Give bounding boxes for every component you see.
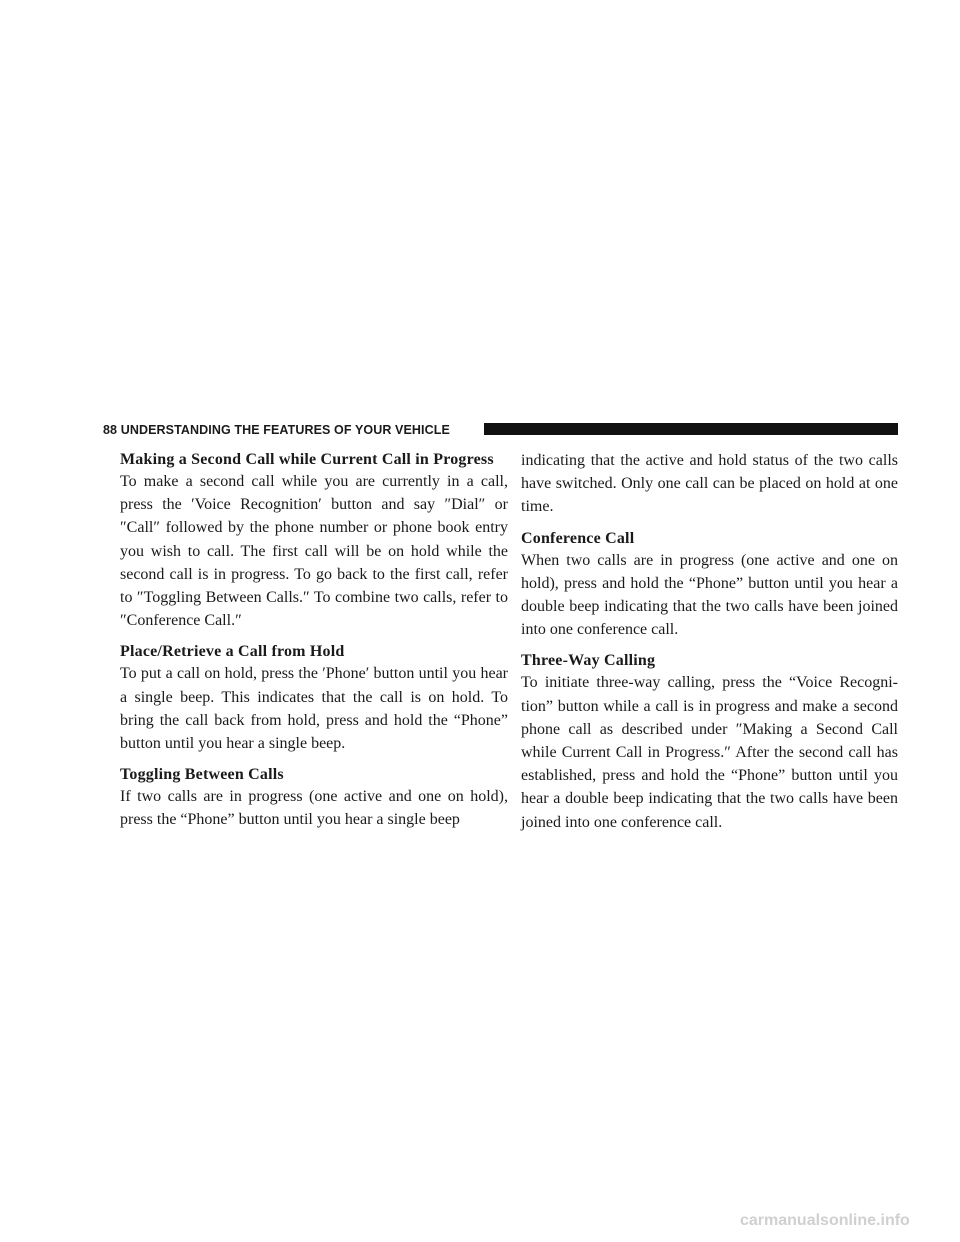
page-number: 88	[103, 423, 118, 437]
section-three-way-calling	[521, 650, 898, 833]
section-body: If two calls are in progress (one active and one on hold), press the “Phone” button until you hear a single beep	[120, 788, 508, 829]
section-second-call	[120, 449, 508, 632]
section-heading: Toggling Between Calls	[120, 766, 284, 784]
right-column	[521, 449, 898, 843]
page-header	[103, 420, 898, 440]
header-rule-bar	[484, 423, 898, 435]
watermark: carmanualsonline.info	[740, 1212, 910, 1229]
section-heading: Place/Retrieve a Call from Hold	[120, 643, 345, 661]
section-body: To initiate three-way calling, press the “Voice Recogni-tion” button while a call is in progress and make a second phone call as described under ″Making a Second Call while Current Call in Progress.″ After the second call has established, press and hold the “Phone” button until you hear a double beep indicating that the two calls have been joined into one conference call.	[521, 674, 898, 831]
section-toggling	[120, 764, 508, 831]
section-body: indicating that the active and hold status of the two calls have switched. Only one call can be placed on hold at one time.	[521, 452, 898, 516]
chapter-title: UNDERSTANDING THE FEATURES OF YOUR VEHICLE	[120, 423, 450, 437]
section-hold	[120, 641, 508, 755]
section-heading: Conference Call	[521, 529, 635, 547]
section-heading: Three-Way Calling	[521, 652, 656, 670]
left-column	[120, 449, 508, 841]
section-body: To make a second call while you are currently in a call, press the ′Voice Recognition′ button and say ″Dial″ or ″Call″ followed by the phone number or phone book entry you wish to call. The first call will be on hold while the second call is in progress. To go back to the first call, refer to ″Toggling Between Calls.″ To combine two calls, refer to ″Conference Call.″	[120, 473, 508, 630]
section-body: To put a call on hold, press the ′Phone′ button until you hear a single beep. This indicates that the call is on hold. To bring the call back from hold, press and hold the “Phone” button until you hear a single beep.	[120, 665, 508, 753]
section-body: When two calls are in progress (one active and one on hold), press and hold the “Phone” button until you hear a double beep indicating that the two calls have been joined into one conference call.	[521, 551, 898, 639]
section-conference-call	[521, 528, 898, 642]
header-text	[103, 422, 450, 438]
section-toggling-continued	[521, 449, 898, 519]
section-heading: Making a Second Call while Current Call in Progress	[120, 451, 494, 468]
